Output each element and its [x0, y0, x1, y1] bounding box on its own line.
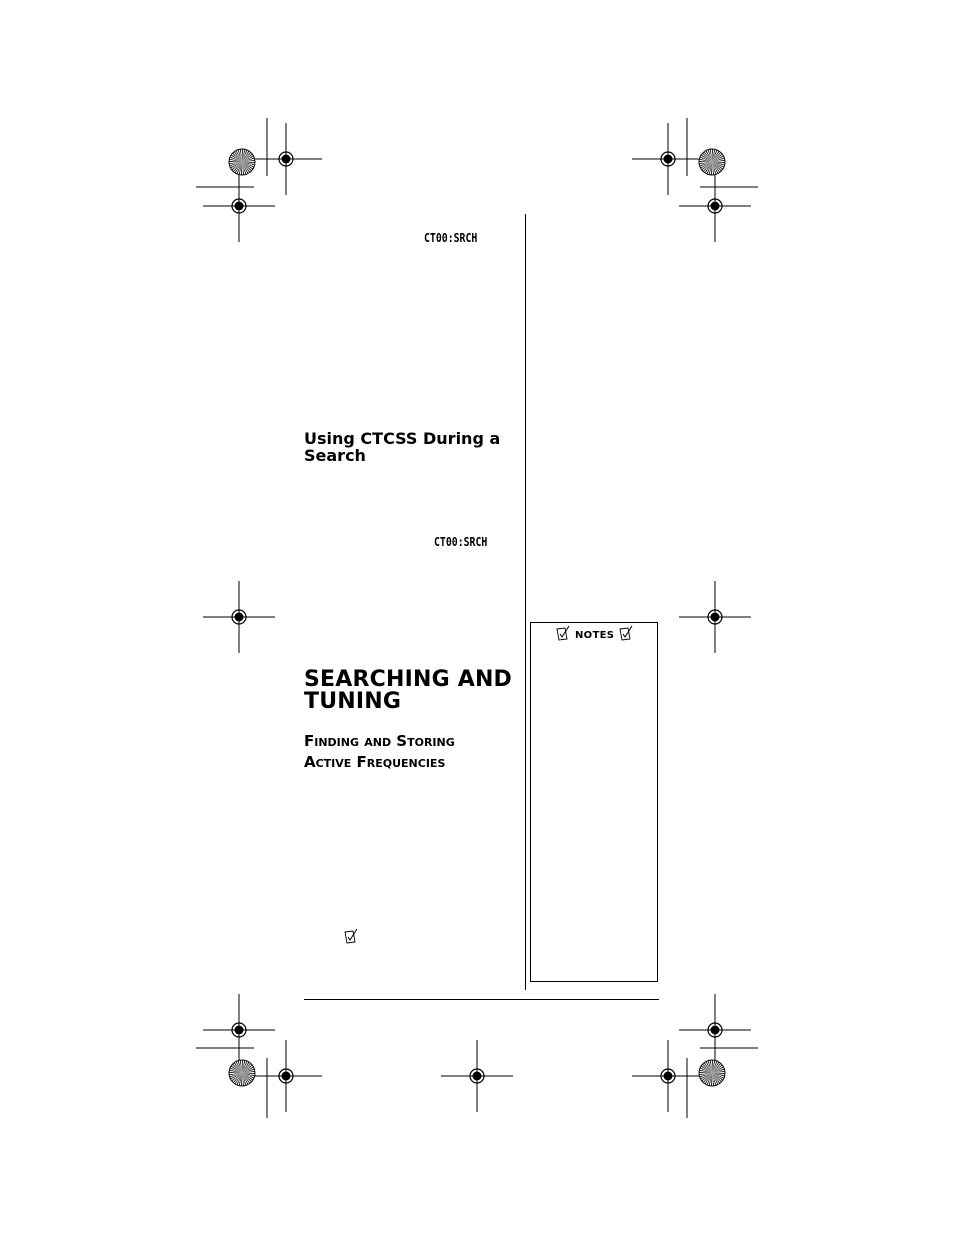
- lcd-display-top: CT00:SRCH: [424, 231, 478, 245]
- star-target-icon: [699, 1060, 725, 1086]
- lcd-display-mid: CT00:SRCH: [434, 535, 488, 549]
- registration-mark-icon: [250, 1040, 322, 1112]
- chapter-heading-line1: SEARCHING AND: [304, 667, 513, 692]
- star-target-icon: [699, 149, 725, 175]
- subsection-heading-line2: Search: [304, 446, 366, 465]
- subsection-heading-line1: Using CTCSS During a: [304, 429, 501, 448]
- notes-label: NOTES: [575, 630, 615, 641]
- registration-mark-icon: [203, 581, 275, 653]
- section-heading-line1: Finding and Storing: [304, 732, 455, 750]
- star-target-icon: [229, 1060, 255, 1086]
- registration-mark-icon: [632, 1040, 704, 1112]
- registration-mark-icon: [679, 994, 751, 1066]
- registration-mark-icon: [203, 170, 275, 242]
- registration-mark-icon: [441, 1040, 513, 1112]
- registration-mark-icon: [203, 994, 275, 1066]
- registration-mark-icon: [632, 123, 704, 195]
- star-target-icon: [229, 149, 255, 175]
- chapter-heading-line2: TUNING: [304, 689, 402, 714]
- section-heading-line2: Active Frequencies: [304, 753, 446, 771]
- registration-mark-icon: [679, 170, 751, 242]
- registration-mark-icon: [250, 123, 322, 195]
- registration-mark-icon: [679, 581, 751, 653]
